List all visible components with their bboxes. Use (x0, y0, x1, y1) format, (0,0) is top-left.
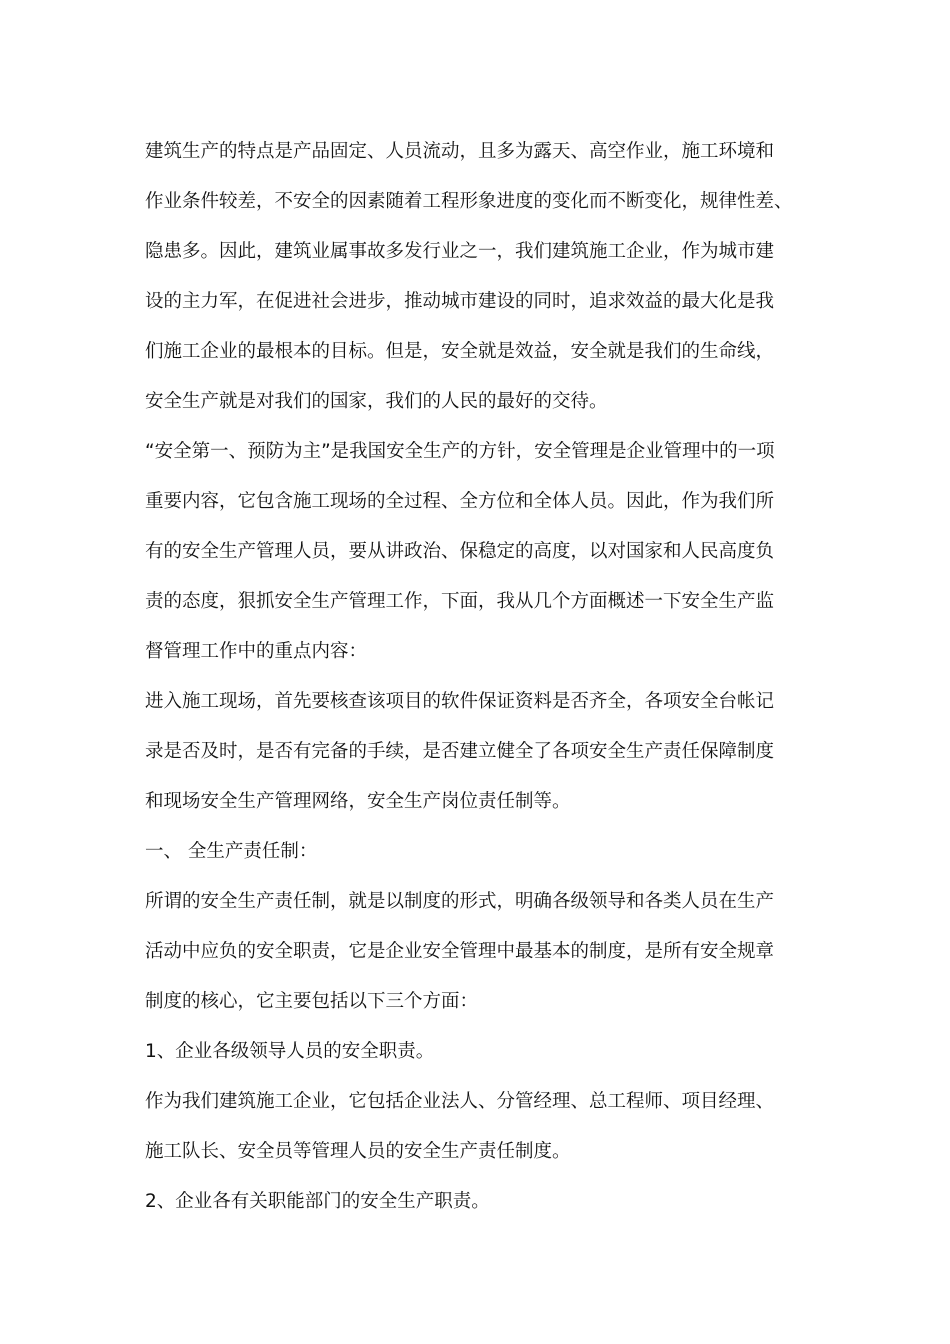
text-line: 作为我们建筑施工企业，它包括企业法人、分管经理、总工程师、项目经理、 (145, 1091, 775, 1112)
text-line: 进入施工现场，首先要核查该项目的软件保证资料是否齐全，各项安全台帐记 (145, 691, 775, 712)
text-line: 们施工企业的最根本的目标。但是，安全就是效益，安全就是我们的生命线， (145, 341, 775, 362)
text-line: 有的安全生产管理人员，要从讲政治、保稳定的高度，以对国家和人民高度负 (145, 541, 775, 562)
text-line: 活动中应负的安全职责，它是企业安全管理中最基本的制度，是所有安全规章 (145, 941, 775, 962)
text-line: 建筑生产的特点是产品固定、人员流动，且多为露天、高空作业，施工环境和 (145, 141, 775, 162)
section-heading: 一、 全生产责任制： (145, 841, 318, 862)
text-line: 录是否及时，是否有完备的手续，是否建立健全了各项安全生产责任保障制度 (145, 741, 775, 762)
text-line: 制度的核心，它主要包括以下三个方面： (145, 991, 479, 1012)
text-line: 设的主力军，在促进社会进步，推动城市建设的同时，追求效益的最大化是我 (145, 291, 775, 312)
text-line: 重要内容，它包含施工现场的全过程、全方位和全体人员。因此，作为我们所 (145, 491, 775, 512)
text-line: 隐患多。因此，建筑业属事故多发行业之一，我们建筑施工企业，作为城市建 (145, 241, 775, 262)
list-item-heading: 2、企业各有关职能部门的安全生产职责。 (145, 1191, 490, 1212)
text-line: 作业条件较差，不安全的因素随着工程形象进度的变化而不断变化，规律性差、 (145, 191, 793, 212)
text-line: “安全第一、预防为主”是我国安全生产的方针，安全管理是企业管理中的一项 (145, 441, 775, 462)
text-line: 施工队长、安全员等管理人员的安全生产责任制度。 (145, 1141, 571, 1162)
document-body (145, 127, 813, 1227)
text-line: 责的态度，狠抓安全生产管理工作，下面，我从几个方面概述一下安全生产监 (145, 591, 775, 612)
text-line: 安全生产就是对我们的国家，我们的人民的最好的交待。 (145, 391, 608, 412)
text-line: 所谓的安全生产责任制，就是以制度的形式，明确各级领导和各类人员在生产 (145, 891, 775, 912)
text-line: 和现场安全生产管理网络，安全生产岗位责任制等。 (145, 791, 571, 812)
list-item-heading: 1、企业各级领导人员的安全职责。 (145, 1041, 435, 1062)
text-line: 督管理工作中的重点内容： (145, 641, 368, 662)
